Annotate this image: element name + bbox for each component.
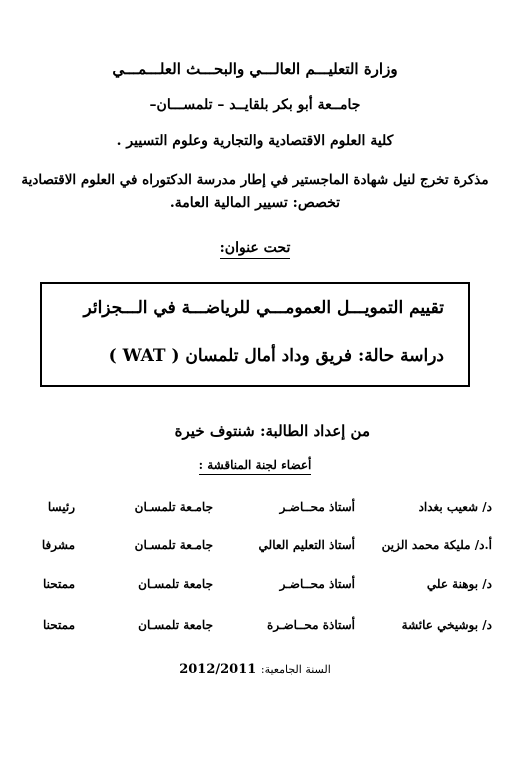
university-name: جامــعة أبو بكر بلقايــد – تلمســـان–	[149, 97, 361, 113]
member-role: رئيسا	[47, 500, 75, 514]
committee-row	[0, 618, 510, 640]
member-role: مشرفا	[41, 538, 75, 552]
member-rank: أستاذ محــاضـر	[279, 500, 355, 514]
member-name: د/ بوهنة علي	[426, 577, 492, 591]
committee-row	[0, 500, 510, 522]
member-role: ممتحنا	[42, 577, 75, 591]
committee-heading-text: أعضاء لجنة المناقشة :	[199, 458, 312, 475]
committee-heading	[0, 458, 510, 475]
member-role: ممتحنا	[42, 618, 75, 632]
ministry-name: وزارة التعليـــم العالـــي والبحـــث العلـــمـــي	[112, 60, 398, 78]
thesis-title: تقييم التمويـــل العمومـــي للرياضـــة في الـــجزائر	[83, 298, 444, 318]
committee-row	[0, 538, 510, 560]
faculty-name: كلية العلوم الاقتصادية والتجارية وعلوم التسيير .	[116, 133, 394, 149]
under-title-text: تحت عنوان:	[220, 240, 291, 259]
thesis-specialty: تخصص: تسيير المالية العامة.	[169, 195, 341, 211]
member-institution: جامـعة تلمسـان	[134, 538, 213, 552]
prepared-by: من إعداد الطالبة: شنتوف خيرة	[174, 422, 370, 440]
member-name: د/ شعيب بغداد	[418, 500, 492, 514]
academic-year-label: السنة الجامعية:	[260, 663, 331, 676]
member-institution: جامـعة تلمسـان	[134, 500, 213, 514]
thesis-purpose: مذكرة تخرج لنيل شهادة الماجستير في إطار مدرسة الدكتوراه في العلوم الاقتصادية	[21, 172, 489, 188]
title-box	[40, 282, 470, 387]
member-rank: أستاذ التعليم العالي	[258, 538, 355, 552]
member-name: د/ بوشيخي عائشة	[401, 618, 492, 632]
case-study: دراسة حالة: فريق وداد أمال تلمسان ( WAT )	[108, 346, 444, 366]
committee-row	[0, 577, 510, 599]
academic-year-value: 2012/2011	[179, 662, 257, 677]
academic-year	[0, 662, 510, 677]
member-rank: أستاذ محــاضـر	[279, 577, 355, 591]
member-rank: أستاذة محــاضـرة	[267, 618, 355, 632]
member-name: أ.د/ مليكة محمد الزين	[381, 538, 492, 552]
member-institution: جامعة تلمسـان	[138, 577, 213, 591]
member-institution: جامعة تلمسـان	[138, 618, 213, 632]
under-title-label	[0, 240, 510, 259]
